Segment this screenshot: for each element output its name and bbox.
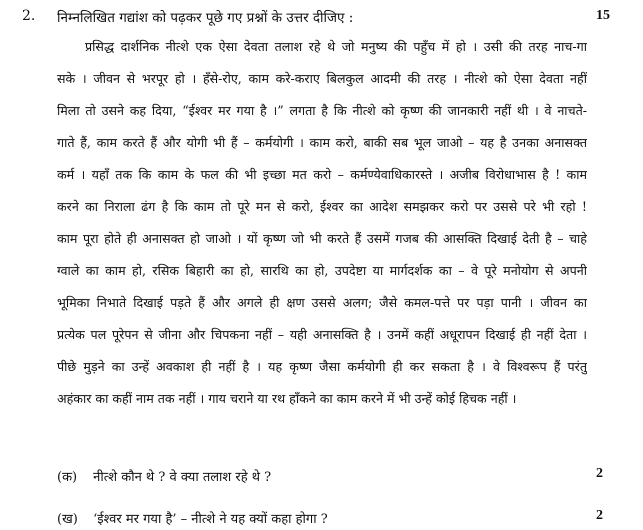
passage-line: भूमिका निभाते दिखाई पड़ते हैं और अगले ही क्षण उससे अलग; जैसे कमल-पत्ते पर पड़ा पानी । जीवन का — [57, 295, 587, 310]
sub-question-text: ‘ईश्वर मर गया है’ – नीत्शे ने यह क्यों कहा होगा ? — [93, 512, 328, 527]
sub-question-marks: 2 — [596, 508, 603, 523]
sub-question-marks: 2 — [596, 466, 603, 481]
sub-question-kha — [57, 509, 328, 527]
passage-line: अहंकार का कहीं नाम तक नहीं । गाय चराने या रथ हाँकने का काम करने में भी उन्हें कोई हिचक नहीं । — [57, 391, 517, 406]
passage-line: प्रत्येक पल पूरेपन से जीना और चिपकना नहीं – यही अनासक्ति है । उनमें कहीं अधूरापन दिखाई ही नहीं देता । — [57, 327, 587, 342]
passage-line: मिला तो उसने कह दिया, “ईश्वर मर गया है ।” लगता है कि नीत्शे को कृष्ण की जानकारी नहीं थी । वे नाचते- — [57, 103, 587, 118]
passage-line: प्रसिद्ध दार्शनिक नीत्शे एक ऐसा देवता तलाश रहे थे जो मनुष्य की पहुँच में हो । उसी की तरह नाच-गा — [85, 39, 587, 54]
passage-line: करने का निराला ढंग है कि काम तो पूरे मन से करो, ईश्वर का आदेश समझकर करो पर उससे परे भी रहो ! — [57, 199, 587, 214]
passage-line: पीछे मुड़ने का उन्हें अवकाश ही नहीं है । यह कृष्ण जैसा कर्मयोगी ही कर सकता है । वे विश्वरूप हैं परंतु — [57, 359, 587, 374]
passage-line: ग्वाले का काम हो, रसिक बिहारी का हो, सारथि का हो, उपदेष्टा या मार्गदर्शक का – वे पूरे मनोयोग से अपनी — [57, 263, 587, 278]
question-marks: 15 — [596, 8, 610, 23]
sub-question-label: (क) — [57, 470, 78, 485]
question-prompt: निम्नलिखित गद्यांश को पढ़कर पूछे गए प्रश्नों के उत्तर दीजिए : — [57, 10, 354, 26]
passage-line: कर्म । यहाँ तक कि काम के फल की भी इच्छा मत करो – कर्मण्येवाधिकारस्ते । अजीब विरोधाभास है ! काम — [57, 167, 587, 182]
sub-question-label: (ख) — [57, 512, 78, 527]
sub-question-ka — [57, 467, 271, 485]
passage-line: गाते हैं, काम करते हैं और योगी भी हैं – कर्मयोगी । काम करो, बाकी सब भूल जाओ – यह है उनका अनासक्त — [57, 135, 587, 150]
passage-line: सके । जीवन से भरपूर हो । हँसे-रोए, काम करे-कराए बिलकुल आदमी की तरह । नीत्शे को ऐसा देवता नहीं — [57, 71, 587, 86]
question-number: 2. — [22, 8, 36, 24]
passage-line: काम पूरा होते ही अनासक्त हो जाओ । यों कृष्ण जो भी करते हैं उसमें गजब की आसक्ति दिखाई देती है – चाहे — [57, 231, 587, 246]
sub-question-text: नीत्शे कौन थे ? वे क्या तलाश रहे थे ? — [93, 470, 272, 485]
